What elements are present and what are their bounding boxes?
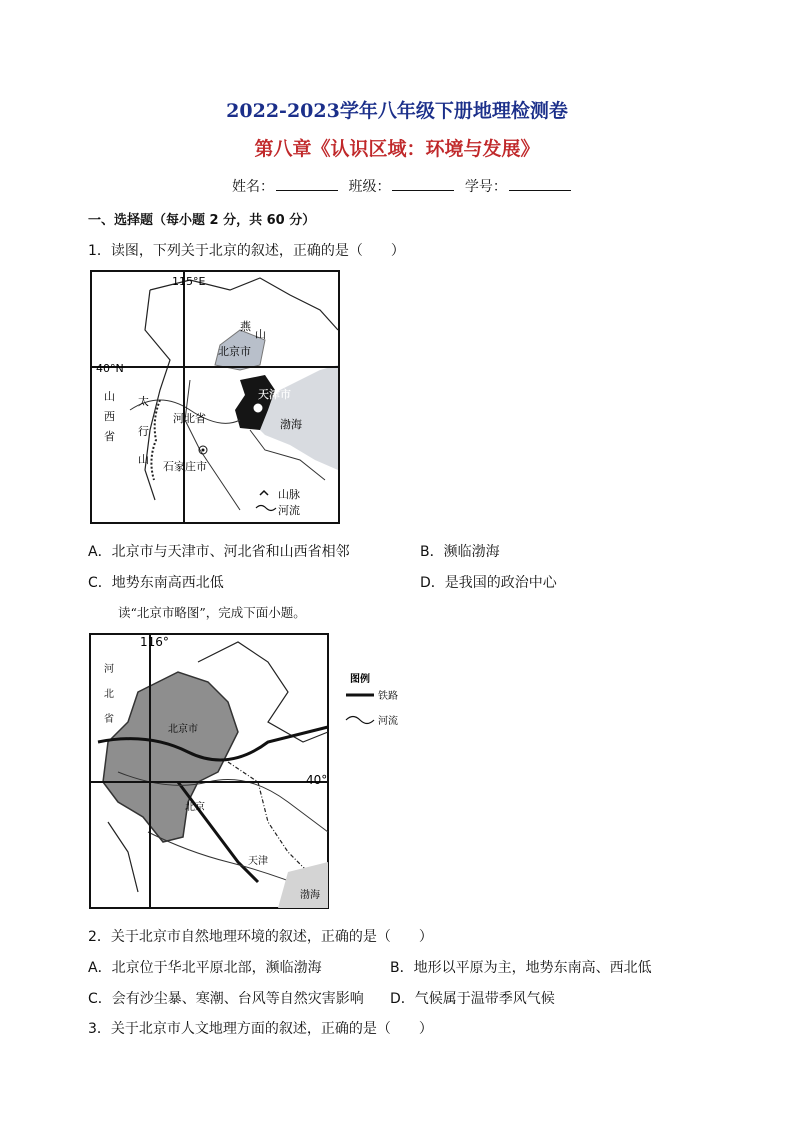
legend-river: 河流 xyxy=(278,504,300,517)
label-hebei-2: 北 xyxy=(104,689,114,700)
section-heading: 一、选择题（每小题 2 分，共 60 分） xyxy=(88,213,316,228)
lon-label: 115°E xyxy=(172,275,206,288)
label-tianjin: 天津市 xyxy=(258,388,291,401)
map-1 xyxy=(90,270,340,524)
label-shanxi-2: 西 xyxy=(104,410,115,423)
q2-option-c[interactable]: C．会有沙尘暴、寒潮、台风等自然灾害影响 xyxy=(88,991,364,1007)
river-legend-icon xyxy=(346,717,374,724)
label-bohai: 渤海 xyxy=(280,418,302,431)
question-3: 3．关于北京市人文地理方面的叙述，正确的是（ ） xyxy=(88,1021,433,1037)
chapter-title: 第八章《认识区域：环境与发展》 xyxy=(254,138,540,160)
name-blank[interactable] xyxy=(276,178,338,191)
lat-label: 40°N xyxy=(96,362,124,375)
exam-title: 2022-2023学年八年级下册地理检测卷 xyxy=(226,100,568,122)
question-2: 2．关于北京市自然地理环境的叙述，正确的是（ ） xyxy=(88,929,433,945)
legend-title: 图例 xyxy=(350,674,370,685)
label-bohai: 渤海 xyxy=(300,890,320,901)
q2-option-a[interactable]: A．北京位于华北平原北部，濒临渤海 xyxy=(88,960,322,976)
legend-mountain: 山脉 xyxy=(278,488,300,501)
q1-option-b[interactable]: B．濒临渤海 xyxy=(420,544,500,560)
q2-option-d[interactable]: D．气候属于温带季风气候 xyxy=(390,991,555,1007)
map1-lat-label-svg xyxy=(96,360,136,376)
map2-lat-label: 40° xyxy=(306,773,328,787)
id-label: 学号： xyxy=(464,179,507,195)
label-beijing: 北京 xyxy=(185,802,205,813)
label-yan: 燕 xyxy=(240,320,251,333)
name-label: 姓名： xyxy=(232,179,274,195)
label-hebei-3: 省 xyxy=(104,714,114,725)
student-info xyxy=(232,176,577,196)
class-label: 班级： xyxy=(348,179,391,195)
class-blank[interactable] xyxy=(392,178,454,191)
map2-lon-label: 116° xyxy=(140,635,169,649)
label-beijing: 北京市 xyxy=(218,345,251,358)
question-1: 1．读图，下列关于北京的叙述，正确的是（ ） xyxy=(88,243,405,259)
tianjin-marker xyxy=(254,404,262,412)
shijiazhuang-marker-dot xyxy=(202,449,205,452)
label-shanxi-1: 山 xyxy=(104,390,115,403)
legend-railway: 铁路 xyxy=(378,691,398,702)
label-hebei-1: 河 xyxy=(104,664,114,675)
label-beijing-city: 北京市 xyxy=(168,724,198,735)
legend-river: 河流 xyxy=(378,716,398,727)
label-hebei: 河北省 xyxy=(173,412,206,425)
label-shanxi-3: 省 xyxy=(104,430,115,443)
map-2 xyxy=(88,632,408,912)
label-taihang-3: 山 xyxy=(138,453,149,466)
q2-option-b[interactable]: B．地形以平原为主，地势东南高、西北低 xyxy=(390,960,652,976)
label-taihang-2: 行 xyxy=(138,425,149,438)
map2-intro: 读“北京市略图”，完成下面小题。 xyxy=(118,605,306,620)
label-shijiazhuang: 石家庄市 xyxy=(163,460,207,473)
q1-option-c[interactable]: C．地势东南高西北低 xyxy=(88,575,224,591)
q1-option-d[interactable]: D．是我国的政治中心 xyxy=(420,575,557,591)
id-blank[interactable] xyxy=(509,178,571,191)
q1-option-a[interactable]: A．北京市与天津市、河北省和山西省相邻 xyxy=(88,544,350,560)
label-shan: 山 xyxy=(255,328,266,341)
label-taihang-1: 太 xyxy=(138,395,149,408)
label-tianjin: 天津 xyxy=(248,856,268,867)
